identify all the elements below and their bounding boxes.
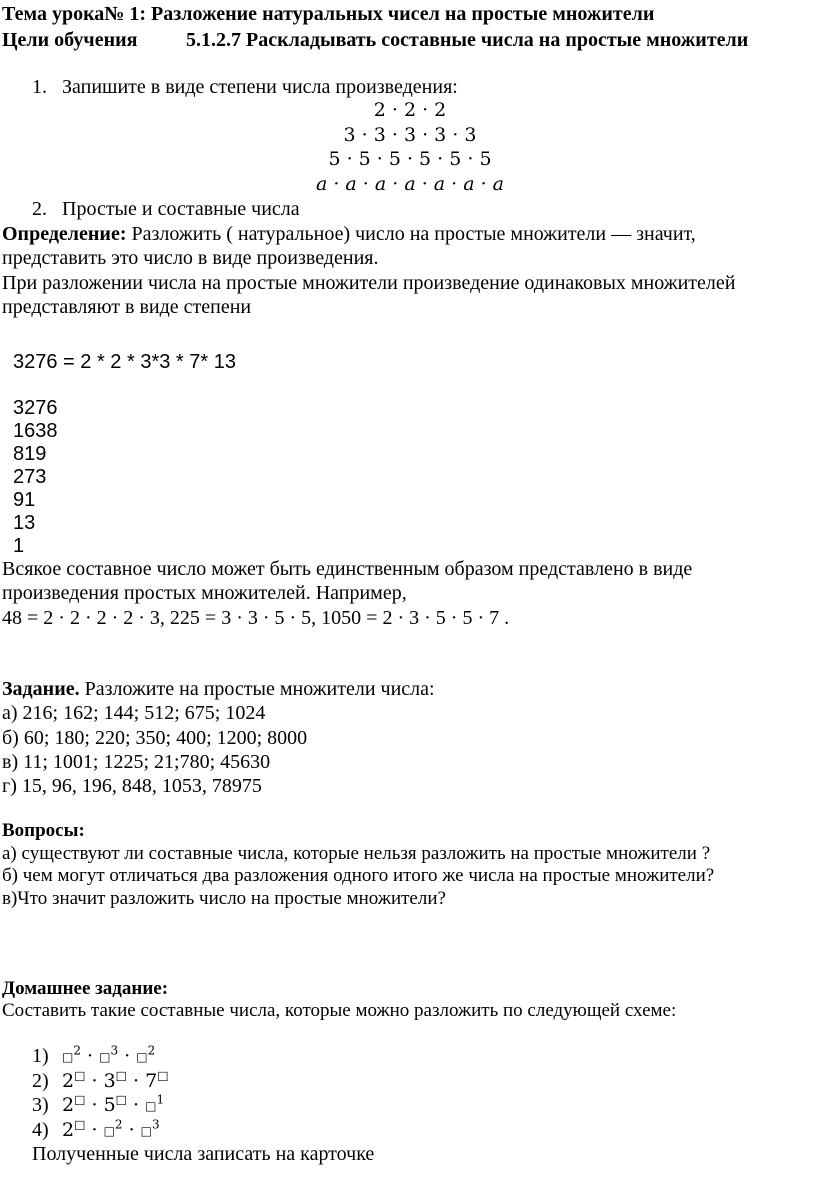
- goals-label: Цели обучения: [2, 29, 138, 51]
- section-2-heading: [32, 197, 300, 221]
- scheme-number: 2): [32, 1070, 49, 1092]
- question-a: а) существуют ли составные числа, которые нельзя разложить на простые множители ?: [2, 843, 711, 864]
- homework-scheme-2: [32, 1069, 169, 1093]
- product-line-3: 5 · 5 · 5 · 5 · 5 · 5: [328, 148, 492, 170]
- scheme-base: 2: [62, 1119, 75, 1141]
- scheme-number: 1): [32, 1045, 49, 1067]
- learning-goals: [2, 28, 802, 52]
- section-1-text: Запишите в виде степени числа произведения:: [62, 76, 458, 98]
- statement-line-1: Всякое составное число может быть единственным образом представлено в виде: [2, 558, 693, 580]
- division-step-2: 1638: [13, 420, 58, 442]
- definition-line-1: [2, 222, 696, 246]
- statement-line-2: произведения простых множителей. Например,: [2, 582, 407, 604]
- section-1-heading: [32, 75, 458, 99]
- scheme-expression: □$^2$ · □$^3$ · □$^2$: [62, 1043, 156, 1067]
- task-item-b: б) 60; 180; 220; 350; 400; 1200; 8000: [2, 727, 308, 749]
- division-step-1: 3276: [13, 397, 58, 419]
- blank-box: □: [140, 1124, 153, 1138]
- blank-exponent-box: □: [115, 1092, 127, 1107]
- product-line-1: 2 · 2 · 2: [373, 99, 447, 121]
- blank-box: □: [99, 1050, 111, 1064]
- blank-exponent-box: □: [74, 1117, 86, 1132]
- task-text: Разложите на простые множители числа:: [84, 678, 435, 700]
- scheme-expression: 2□ · 3□ · 7□: [62, 1068, 169, 1092]
- task-heading: [2, 677, 435, 701]
- scheme-expression: 2□ · 5□ · □$^1$: [62, 1092, 165, 1116]
- blank-exponent-box: □: [157, 1068, 169, 1083]
- goals-text: 5.1.2.7 Раскладывать составные числа на простые множители: [186, 29, 749, 51]
- scheme-expression: 2□ · □$^2$ · □$^3$: [62, 1117, 160, 1141]
- scheme-base: 5: [103, 1094, 116, 1116]
- questions-label: Вопросы:: [2, 820, 85, 841]
- section-2-number: 2.: [32, 198, 47, 220]
- task-item-g: г) 15, 96, 196, 848, 1053, 78975: [2, 775, 262, 797]
- question-b: б) чем могут отличаться два разложения одного итого же числа на простые множители?: [2, 865, 715, 886]
- scheme-number: 4): [32, 1119, 49, 1141]
- task-item-v: в) 11; 1001; 1225; 21;780; 45630: [2, 751, 271, 773]
- homework-label: Домашнее задание:: [2, 978, 169, 999]
- scheme-base: 3: [103, 1070, 116, 1092]
- homework-scheme-1: [32, 1044, 155, 1070]
- definition-text-1: Разложить ( натуральное) число на простые множители — значит,: [131, 223, 696, 245]
- section-2-text: Простые и составные числа: [62, 198, 300, 220]
- scheme-exponent: 2: [73, 1043, 81, 1058]
- product-line-4: a · a · a · a · a · a · a: [315, 173, 504, 195]
- statement-examples: 48 = 2 · 2 · 2 · 2 · 3, 225 = 3 · 3 · 5 · 5, 1050 = 2 · 3 · 5 · 5 · 7 .: [2, 607, 510, 629]
- definition-label: Определение:: [2, 223, 127, 245]
- task-label: Задание.: [2, 678, 80, 700]
- blank-exponent-box: □: [74, 1092, 86, 1107]
- scheme-exponent: 3: [110, 1043, 119, 1058]
- homework-scheme-4: [32, 1118, 160, 1144]
- scheme-exponent: 2: [147, 1043, 156, 1058]
- division-step-3: 819: [13, 443, 47, 465]
- scheme-exponent: 3: [152, 1117, 160, 1132]
- division-step-5: 91: [13, 489, 36, 511]
- scheme-exponent: 2: [114, 1117, 123, 1132]
- question-v: в)Что значит разложить число на простые множители?: [2, 888, 446, 909]
- blank-box: □: [62, 1050, 74, 1064]
- section-1-number: 1.: [32, 76, 47, 98]
- definition-line-4: представляют в виде степени: [2, 296, 252, 318]
- scheme-number: 3): [32, 1094, 49, 1116]
- task-item-a: а) 216; 162; 144; 512; 675; 1024: [2, 702, 266, 724]
- lesson-topic: [2, 2, 654, 26]
- definition-line-3: При разложении числа на простые множители произведение одинаковых множителей: [2, 272, 736, 294]
- homework-text: Составить такие составные числа, которые можно разложить по следующей схеме:: [2, 1000, 677, 1021]
- division-step-7: 1: [13, 535, 25, 557]
- blank-box: □: [136, 1050, 148, 1064]
- blank-box: □: [103, 1124, 115, 1138]
- division-step-6: 13: [13, 512, 36, 534]
- lesson-title: Разложение натуральных чисел на простые множители: [151, 3, 655, 25]
- scheme-base: 2: [62, 1094, 75, 1116]
- product-line-2: 3 · 3 · 3 · 3 · 3: [343, 124, 477, 146]
- scheme-exponent: 1: [156, 1092, 165, 1107]
- blank-exponent-box: □: [74, 1068, 86, 1083]
- division-step-4: 273: [13, 466, 47, 488]
- blank-exponent-box: □: [115, 1068, 127, 1083]
- homework-footer: Полученные числа записать на карточке: [32, 1143, 375, 1165]
- scheme-base: 7: [145, 1070, 158, 1092]
- blank-box: □: [145, 1099, 157, 1113]
- homework-scheme-3: [32, 1093, 164, 1119]
- factorization-equation: 3276 = 2 * 2 * 3*3 * 7* 13: [13, 351, 236, 373]
- scheme-base: 2: [62, 1070, 75, 1092]
- definition-line-2: представить это число в виде произведения.: [2, 247, 379, 269]
- lesson-label: Тема урока№ 1:: [2, 3, 147, 25]
